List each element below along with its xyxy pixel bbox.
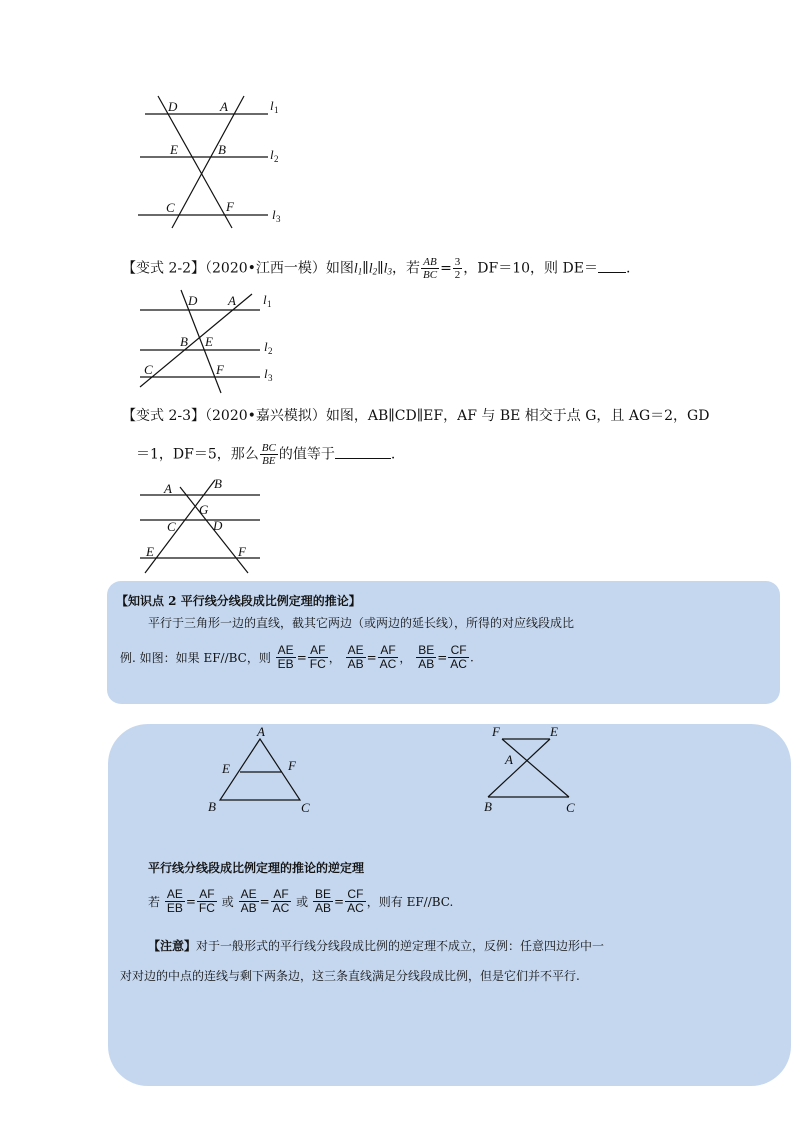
k2-frac-be-ab	[416, 644, 436, 671]
q22-l1: l	[353, 261, 358, 277]
k2-f1-n1: AE	[277, 643, 294, 657]
label-A: A	[220, 99, 228, 114]
conv-f1-n1: AE	[166, 887, 183, 901]
k2-f1-n2: AF	[308, 644, 328, 658]
conv-eq1: =	[185, 894, 196, 909]
note-line-1	[148, 937, 604, 955]
label-B: B	[214, 476, 222, 491]
conv-frac-af-ac	[271, 888, 292, 915]
q23-frac-num: BC	[261, 442, 276, 454]
q22-l2: l	[368, 261, 373, 277]
note-line-2: 对对边的中点的连线与剩下两条边，这三条直线满足分线段成比例，但是它们并不平行.	[120, 969, 580, 983]
q22-frac2-num: 3	[454, 256, 461, 268]
label-l1: l	[263, 292, 267, 307]
conv-tail: ，则有 EF//BC.	[366, 895, 454, 909]
label-A: A	[164, 481, 172, 496]
q22-l2-sub: 2	[372, 266, 378, 277]
figure-parallel-lines-2	[130, 287, 290, 397]
q22-fraction-ab-bc	[421, 256, 439, 281]
note-line1-text: 对于一般形式的平行线分线段成比例的逆定理不成立，反例：任意四边形中一	[196, 939, 605, 953]
label-l3-sub: 3	[276, 214, 281, 224]
k2-f3-d1: AB	[418, 657, 435, 671]
conv-f2-d2: AC	[272, 901, 290, 915]
k2-f2-d2: AC	[379, 657, 397, 671]
conv-frac-ae-ab	[239, 888, 259, 915]
question-2-3-line-1	[122, 406, 709, 426]
converse-title: 平行线分线段成比例定理的推论的逆定理	[148, 861, 365, 875]
tri2-label-F: F	[492, 724, 500, 739]
q23-end: .	[390, 446, 396, 463]
conv-eq3: =	[334, 894, 345, 909]
conv-f2-n1: AE	[240, 887, 257, 901]
conv-huo2: 或	[296, 895, 309, 909]
conv-f1-n2: AF	[197, 888, 217, 902]
label-B: B	[180, 334, 188, 349]
label-l2-sub: 2	[274, 154, 279, 164]
q22-tag: 【变式 2-2】	[122, 260, 205, 277]
k2-f3-n1: BE	[418, 643, 435, 657]
label-l3: l	[264, 366, 268, 381]
k2-eq1: =	[296, 650, 307, 665]
q22-par2: ∥	[377, 260, 384, 277]
label-C: C	[166, 200, 175, 215]
tri1-label-A: A	[257, 724, 265, 739]
tri2-label-E: E	[550, 724, 558, 739]
figure-parallel-lines-3	[130, 475, 280, 575]
label-E: E	[146, 544, 154, 559]
k2-period: .	[469, 650, 474, 665]
tri2-label-C: C	[566, 800, 575, 815]
q22-par1: ∥	[362, 260, 369, 277]
knowledge-2-line-1: 平行于三角形一边的直线，截其它两边（或两边的延长线），所得的对应线段成比	[148, 616, 575, 630]
figure-parallel-lines-1	[130, 90, 300, 235]
k2-f3-d2: AC	[450, 657, 467, 671]
label-l1-sub: 1	[267, 299, 272, 309]
label-l2: l	[264, 339, 268, 354]
q22-ruo: ，若	[392, 260, 420, 277]
k2-f2-n2: AF	[378, 644, 399, 658]
label-C: C	[167, 519, 176, 534]
conv-f1-d1: EB	[166, 901, 183, 915]
label-l1-sub: 1	[274, 105, 279, 115]
tri1-label-B: B	[208, 799, 216, 814]
label-B: B	[218, 142, 226, 157]
question-2-2	[122, 256, 630, 282]
converse-formula	[148, 888, 453, 915]
knowledge-2-line-2	[120, 644, 474, 671]
k2-frac-af-ac	[378, 644, 399, 671]
question-2-3-line-2	[136, 442, 395, 467]
tri2-label-B: B	[484, 799, 492, 814]
label-l2-sub: 2	[268, 346, 273, 356]
q22-eq: =	[440, 260, 452, 277]
q23-line2-a: ＝1，DF＝5，那么	[136, 446, 259, 463]
conv-eq2: =	[259, 894, 270, 909]
label-C: C	[144, 362, 153, 377]
q22-l1-sub: 1	[357, 266, 363, 277]
k2-line2-text: 例. 如图：如果 EF//BC，则	[120, 651, 271, 665]
label-D: D	[168, 99, 178, 114]
label-F: F	[216, 362, 224, 377]
k2-eq2: =	[366, 650, 377, 665]
k2-frac-ae-ab	[346, 644, 366, 671]
knowledge-2-title: 【知识点 2 平行线分线段成比例定理的推论】	[116, 594, 361, 608]
label-F: F	[226, 199, 234, 214]
conv-f3-d1: AB	[315, 901, 332, 915]
label-G: G	[199, 502, 209, 517]
k2-comma1: ，	[328, 651, 341, 665]
q22-frac2-den: 2	[454, 269, 461, 281]
conv-f2-d1: AB	[240, 901, 257, 915]
conv-f3-d2: AC	[347, 901, 364, 915]
q22-source: （2020•江西一模）如图	[205, 260, 354, 277]
conv-f3-n1: BE	[315, 887, 332, 901]
q22-frac1-num: AB	[421, 256, 439, 269]
conv-frac-cf-ac	[345, 888, 366, 915]
conv-f1-d2: FC	[198, 901, 215, 915]
q23-tag: 【变式 2-3】	[122, 408, 205, 424]
label-E: E	[170, 142, 178, 157]
label-l2: l	[270, 147, 274, 162]
conv-f3-n2: CF	[345, 888, 366, 902]
label-l1: l	[270, 98, 274, 113]
conv-frac-be-ab	[313, 888, 333, 915]
k2-frac-cf-ac	[448, 644, 469, 671]
k2-f2-n1: AE	[347, 643, 364, 657]
label-A: A	[228, 293, 236, 308]
q23-line2-b: 的值等于	[278, 446, 335, 463]
q22-fraction-3-2	[453, 256, 463, 281]
label-F: F	[238, 544, 246, 559]
q23-frac-den: BE	[262, 455, 276, 467]
q22-end: .	[625, 260, 631, 277]
k2-f1-d2: FC	[309, 657, 326, 671]
k2-f2-d1: AB	[347, 657, 364, 671]
triangle-figure-2	[478, 722, 588, 817]
tri1-label-F: F	[288, 758, 296, 773]
note-tag: 【注意】	[148, 939, 197, 953]
q22-l3: l	[383, 261, 388, 277]
q23-fraction-bc-be	[260, 442, 278, 467]
k2-frac-ae-eb	[276, 644, 296, 671]
conv-frac-ae-eb	[165, 888, 185, 915]
label-D: D	[188, 293, 198, 308]
q22-answer-blank[interactable]	[598, 258, 626, 273]
tri2-label-A: A	[505, 752, 513, 767]
label-l3: l	[272, 207, 276, 222]
k2-eq3: =	[437, 650, 448, 665]
q22-frac1-den: BC	[423, 269, 438, 281]
q22-df: ，DF＝10，则 DE＝	[463, 260, 598, 277]
tri1-label-E: E	[222, 761, 230, 776]
triangle-figure-1	[200, 722, 320, 817]
q23-line1: （2020•嘉兴模拟）如图，AB∥CD∥EF，AF 与 BE 相交于点 G，且 AG＝2，GD	[205, 408, 710, 424]
k2-frac-af-fc	[308, 644, 328, 671]
conv-frac-af-fc	[197, 888, 217, 915]
label-E: E	[205, 334, 213, 349]
k2-f1-d1: EB	[277, 657, 294, 671]
k2-comma2: ，	[399, 651, 412, 665]
k2-f3-n2: CF	[448, 644, 469, 658]
conv-ruo: 若	[148, 895, 161, 909]
conv-f2-n2: AF	[271, 888, 292, 902]
conv-huo1: 或	[221, 895, 234, 909]
label-l3-sub: 3	[268, 373, 273, 383]
q22-l3-sub: 3	[387, 266, 392, 277]
tri1-label-C: C	[301, 800, 310, 815]
label-D: D	[213, 518, 223, 533]
q23-answer-blank[interactable]	[335, 444, 391, 459]
